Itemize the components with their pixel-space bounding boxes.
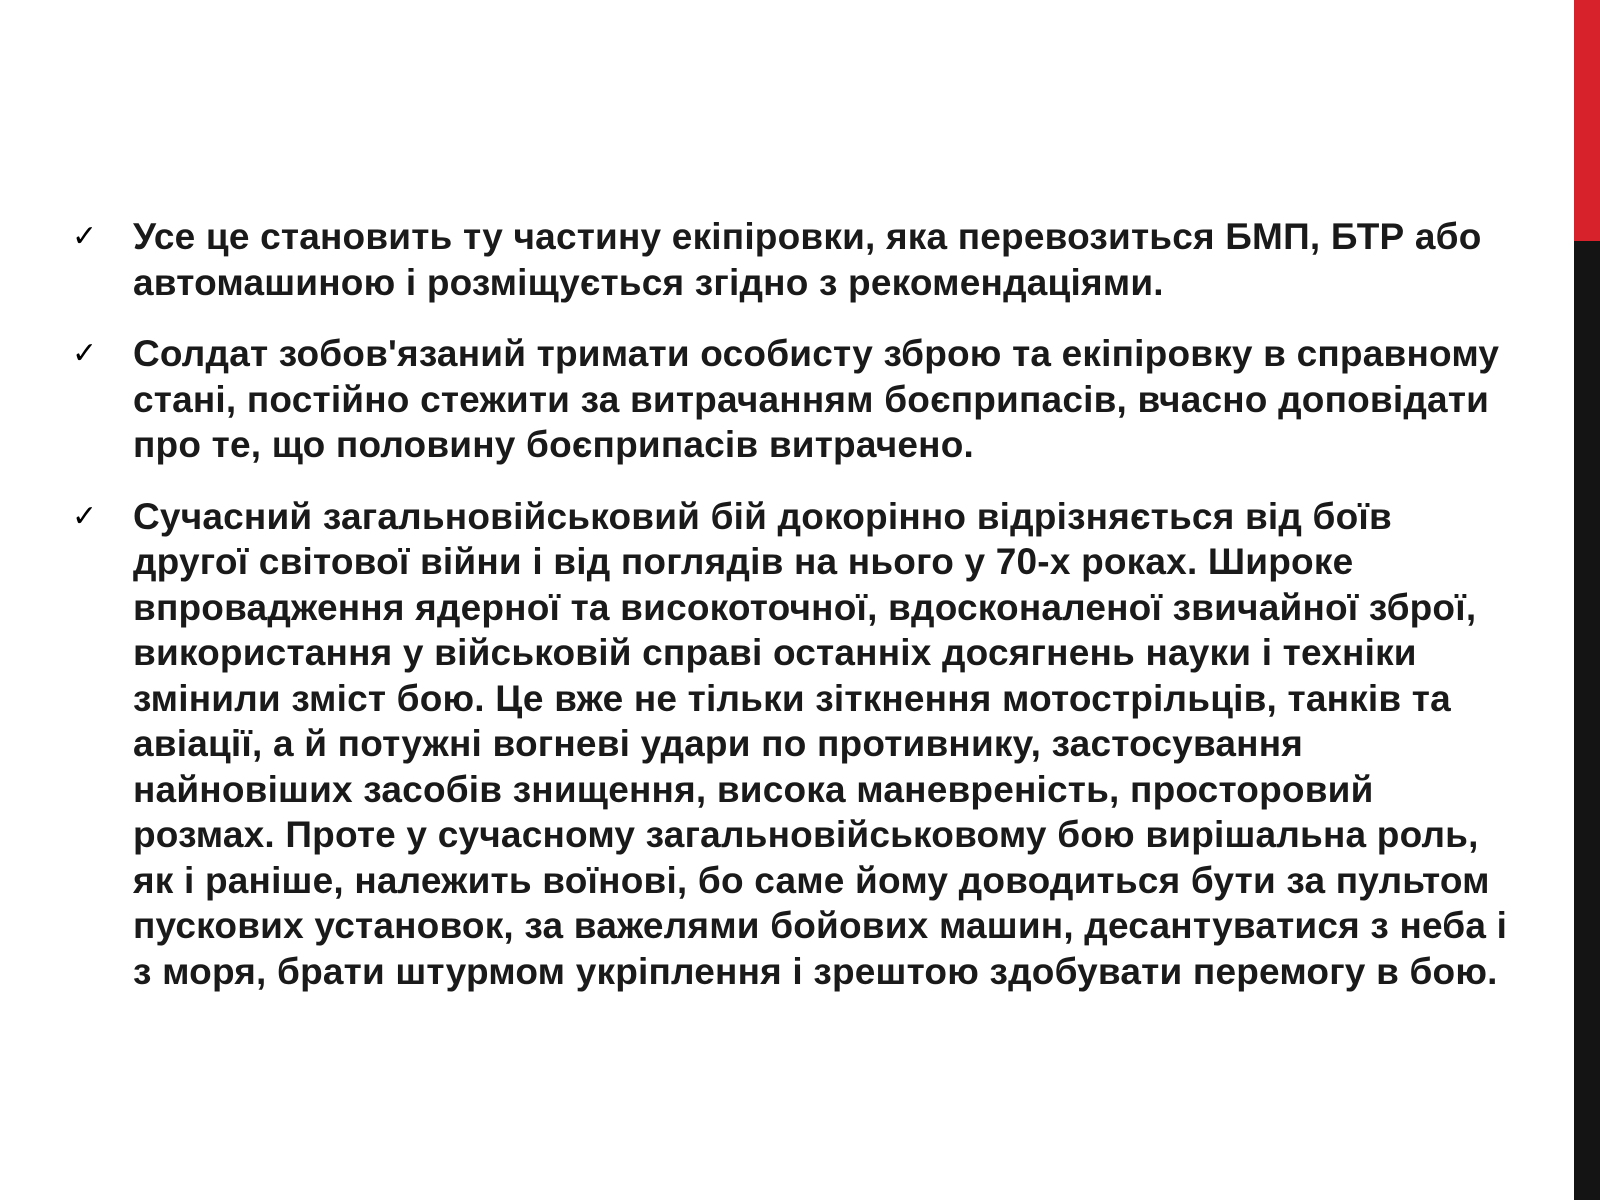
accent-bar-dark-segment [1574,241,1600,1200]
bullet-item [72,494,1512,995]
bullet-text: Усе це становить ту частину екіпіровки, яка перевозиться БМП, БТР або автомашиною і розміщується згідно з рекомендаціями. [133,216,1482,303]
bullet-list [72,214,1512,1020]
check-mark-icon: ✓ [72,219,98,254]
bullet-item [72,331,1512,468]
bullet-item [72,214,1512,305]
check-mark-icon: ✓ [72,336,98,371]
bullet-text: Солдат зобов'язаний тримати особисту зброю та екіпіровку в справному стані, постійно стежити за витрачанням боєприпасів, вчасно доповідати про те, що половину боєприпасів витрачено. [133,333,1500,465]
accent-bar-red-segment [1574,0,1600,241]
bullet-text: Сучасний загальновійськовий бій докорінно відрізняється від боїв другої світової війни і від поглядів на нього у 70-х роках. Широке впровадження ядерної та високоточної, вдосконаленої звичайної зброї, використання у військовій справі останніх досягнень науки і техніки змінили зміст бою. Це вже не тільки зіткнення мотострільців, танків та авіації, а й потужні вогневі удари по противнику, застосування найновіших засобів знищення, висока маневреність, просторовий розмах. Проте у сучасному загальновійськовому бою вирішальна роль, як і раніше, належить воїнові, бо саме йому доводиться бути за пультом пускових установок, за важелями бойових машин, десантуватися з неба і з моря, брати штурмом укріплення і зрештою здобувати перемогу в бою. [133,495,1508,992]
accent-bar [1574,0,1600,1200]
check-mark-icon: ✓ [72,498,98,534]
